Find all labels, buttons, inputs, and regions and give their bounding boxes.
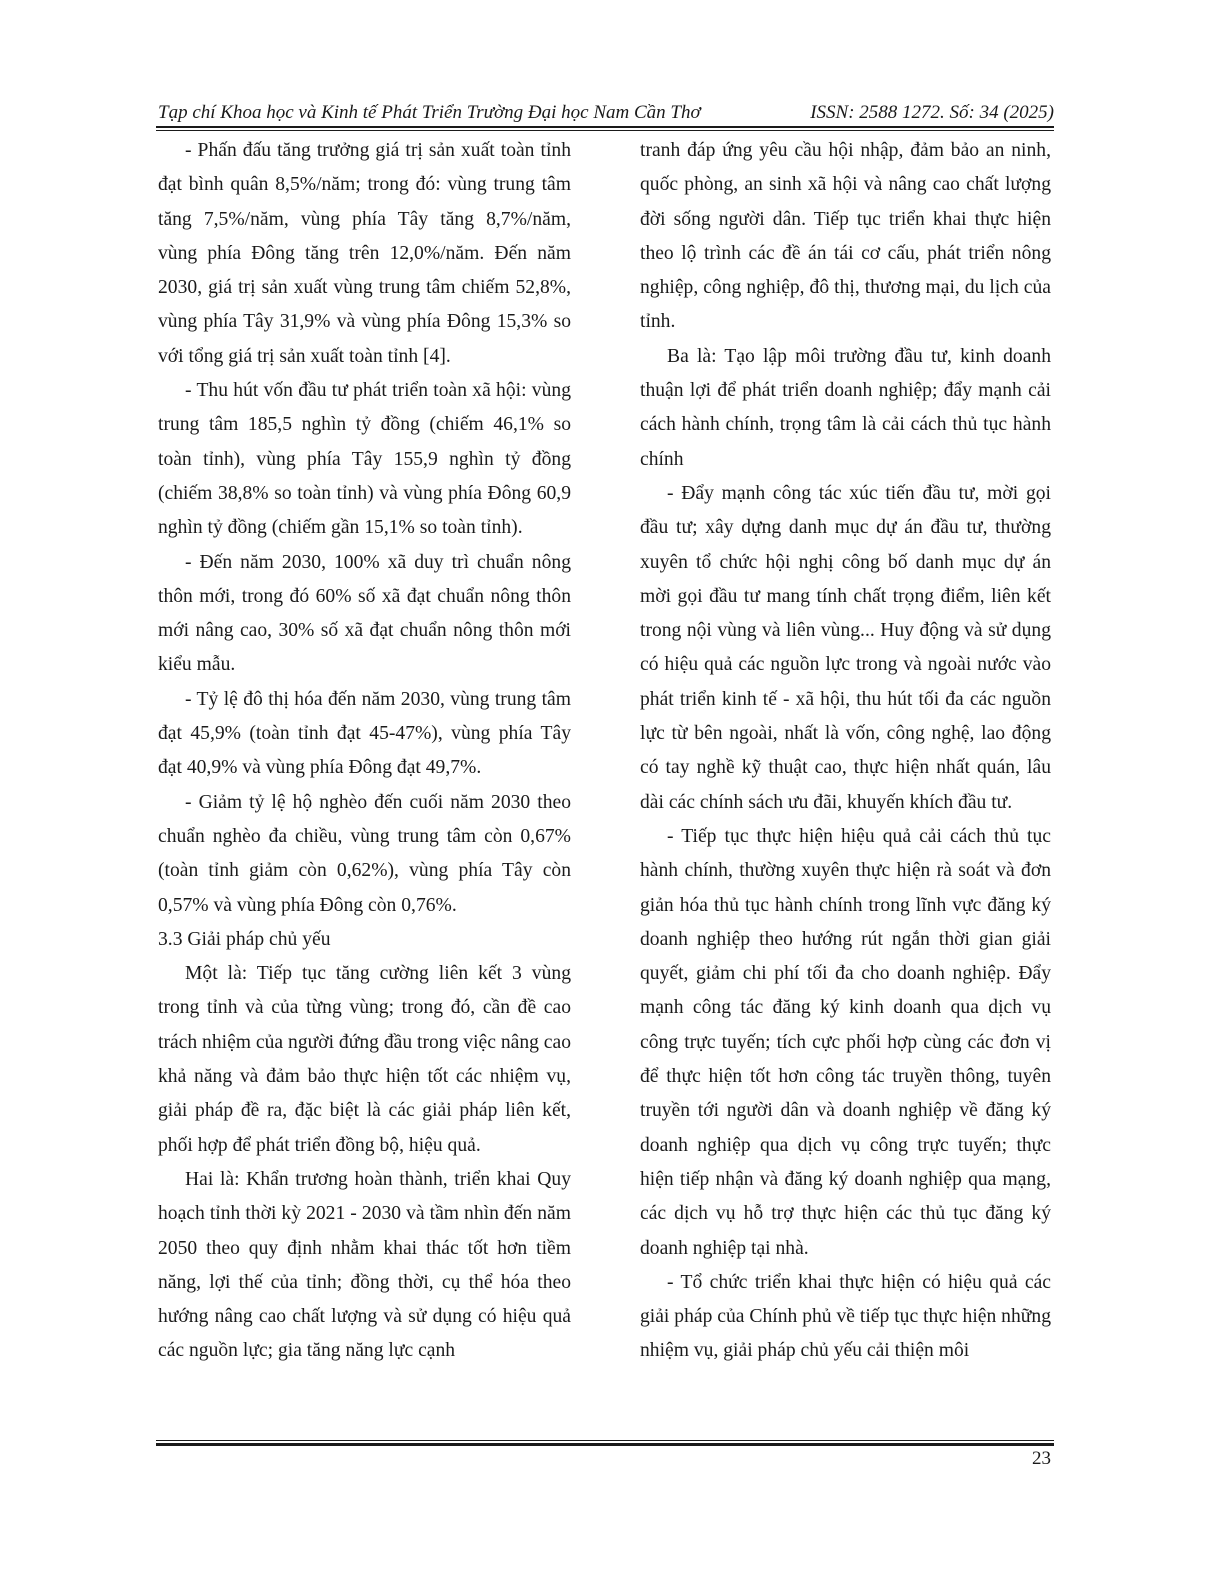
paragraph-government-solutions: - Tổ chức triển khai thực hiện có hiệu quả các giải pháp của Chính phủ về tiếp tục thực hiện những nhiệm vụ, giải pháp chủ yếu cải thiện môi <box>640 1271 1051 1362</box>
footer-rule-thin <box>156 1440 1054 1441</box>
paragraph-solution-two: Hai là: Khẩn trương hoàn thành, triển khai Quy hoạch tỉnh thời kỳ 2021 - 2030 và tầm nhìn đến năm 2050 theo quy định nhằm khai thác tốt hơn tiềm năng, lợi thế của tỉnh; đồng thời, cụ thể hóa theo hướng nâng cao chất lượng và sử dụng có hiệu quả các nguồn lực; gia tăng năng lực cạnh <box>158 1168 571 1362</box>
running-header <box>158 100 1054 126</box>
section-heading-3-3: 3.3 Giải pháp chủ yếu <box>158 928 331 950</box>
header-rule-thin <box>156 130 1054 131</box>
issn-issue: ISSN: 2588 1272. Số: 34 (2025) <box>810 102 1054 123</box>
paragraph-investment-promotion: - Đẩy mạnh công tác xúc tiến đầu tư, mời gọi đầu tư; xây dựng danh mục dự án đầu tư, thường xuyên tổ chức hội nghị công bố danh mục dự án mời gọi đầu tư mang tính chất trọng điểm, liên kết trong nội vùng và liên vùng... Huy động và sử dụng có hiệu quả các nguồn lực trong và ngoài nước vào phát triển kinh tế - xã hội, thu hút tối đa các nguồn lực từ bên ngoài, nhất là vốn, công nghệ, lao động có tay nghề kỹ thuật cao, thực hiện nhất quán, lâu dài các chính sách ưu đãi, khuyến khích đầu tư. <box>640 482 1051 813</box>
paragraph-solution-one: Một là: Tiếp tục tăng cường liên kết 3 vùng trong tỉnh và của từng vùng; trong đó, cần đề cao trách nhiệm của người đứng đầu trong việc nâng cao khả năng và đảm bảo thực hiện tốt các nhiệm vụ, giải pháp đề ra, đặc biệt là các giải pháp liên kết, phối hợp để phát triển đồng bộ, hiệu quả. <box>158 963 571 1156</box>
paragraph-continuation: tranh đáp ứng yêu cầu hội nhập, đảm bảo an ninh, quốc phòng, an sinh xã hội và nâng cao chất lượng đời sống người dân. Tiếp tục triển khai thực hiện theo lộ trình các đề án tái cơ cấu, phát triển nông nghiệp, công nghiệp, đô thị, thương mại, du lịch của tỉnh. <box>640 140 1051 333</box>
left-column <box>158 134 571 1369</box>
paragraph-investment-capital: - Thu hút vốn đầu tư phát triển toàn xã hội: vùng trung tâm 185,5 nghìn tỷ đồng (chiếm 46,1% so toàn tỉnh), vùng phía Tây 155,9 nghìn tỷ đồng (chiếm 38,8% so toàn tỉnh) và vùng phía Đông 60,9 nghìn tỷ đồng (chiếm gần 15,1% so toàn tỉnh). <box>158 380 571 539</box>
right-column <box>640 134 1051 1369</box>
paragraph-admin-reform: - Tiếp tục thực hiện hiệu quả cải cách thủ tục hành chính, thường xuyên thực hiện rà soát và đơn giản hóa thủ tục hành chính trong lĩnh vực đăng ký doanh nghiệp theo hướng rút ngắn thời gian giải quyết, giảm chi phí tối đa cho doanh nghiệp. Đẩy mạnh công tác đăng ký kinh doanh qua dịch vụ công trực tuyến; tích cực phối hợp cùng các đơn vị để thực hiện tốt hơn công tác truyền thông, tuyên truyền tới người dân và doanh nghiệp về đăng ký doanh nghiệp qua dịch vụ công trực tuyến; thực hiện tiếp nhận và đăng ký doanh nghiệp qua mạng, các dịch vụ hỗ trợ thực hiện các thủ tục đăng ký doanh nghiệp tại nhà. <box>640 825 1051 1259</box>
journal-title: Tạp chí Khoa học và Kinh tế Phát Triển Trường Đại học Nam Cần Thơ <box>158 102 701 123</box>
paragraph-solution-three: Ba là: Tạo lập môi trường đầu tư, kinh doanh thuận lợi để phát triển doanh nghiệp; đẩy mạnh cải cách hành chính, trọng tâm là cải cách thủ tục hành chính <box>640 345 1051 470</box>
paragraph-poverty: - Giảm tỷ lệ hộ nghèo đến cuối năm 2030 theo chuẩn nghèo đa chiều, vùng trung tâm còn 0,67% (toàn tỉnh giảm còn 0,62%), vùng phía Tây còn 0,57% và vùng phía Đông còn 0,76%. <box>158 791 571 916</box>
paragraph-urbanization: - Tỷ lệ đô thị hóa đến năm 2030, vùng trung tâm đạt 45,9% (toàn tỉnh đạt 45-47%), vùng phía Tây đạt 40,9% và vùng phía Đông đạt 49,7%. <box>158 688 571 779</box>
footer-rule-thick <box>156 1443 1054 1446</box>
paragraph-growth-target: - Phấn đấu tăng trưởng giá trị sản xuất toàn tỉnh đạt bình quân 8,5%/năm; trong đó: vùng trung tâm tăng 7,5%/năm, vùng phía Tây tăng 8,7%/năm, vùng phía Đông tăng trên 12,0%/năm. Đến năm 2030, giá trị sản xuất vùng trung tâm chiếm 52,8%, vùng phía Tây 31,9% và vùng phía Đông 15,3% so với tổng giá trị sản xuất toàn tỉnh [4]. <box>158 140 571 367</box>
header-rule-thick <box>156 126 1054 128</box>
paragraph-new-rural: - Đến năm 2030, 100% xã duy trì chuẩn nông thôn mới, trong đó 60% số xã đạt chuẩn nông thôn mới nâng cao, 30% số xã đạt chuẩn nông thôn mới kiểu mẫu. <box>158 551 571 676</box>
page-number: 23 <box>1032 1448 1051 1469</box>
